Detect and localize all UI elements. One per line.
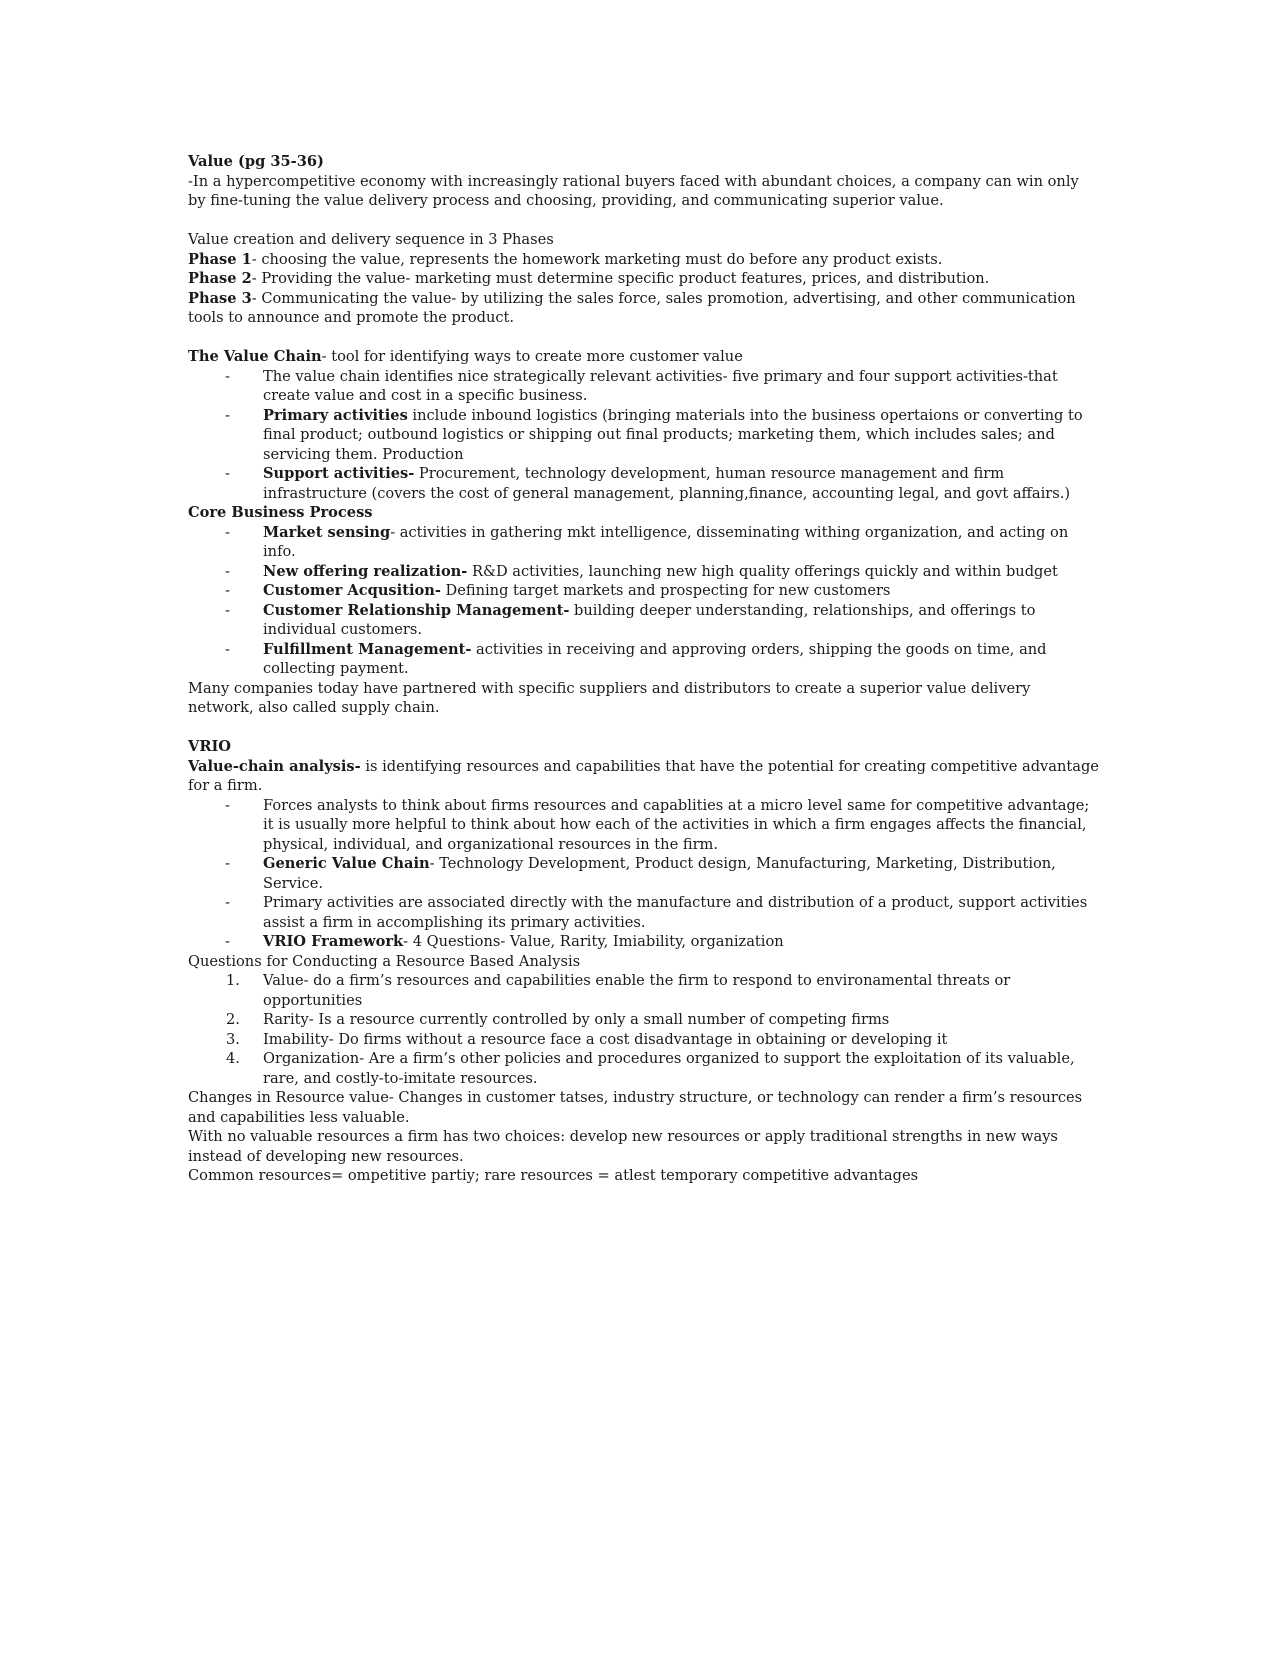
vrio-list bbox=[188, 796, 1100, 952]
list-item: - Primary activities include inbound logistics (bringing materials into the business opertaions or converting to final product; outbound logistics or shipping out final products; marketing them, which includes sales; and servicing them. Production bbox=[225, 406, 1083, 463]
list-item: - Market sensing- activities in gathering mkt intelligence, disseminating withing organization, and acting on info. bbox=[225, 523, 1069, 560]
value-chain-heading: The Value Chain- tool for identifying ways to create more customer value bbox=[188, 348, 743, 365]
list-item: - Customer Acqusition- Defining target markets and prospecting for new customers bbox=[225, 582, 891, 599]
phase-1: Phase 1- choosing the value, represents the homework marketing must do before any product exists. bbox=[188, 250, 943, 268]
phases-heading: Value creation and delivery sequence in 3 Phases bbox=[188, 231, 554, 248]
vrio-heading: VRIO bbox=[188, 738, 231, 755]
value-chain-list bbox=[188, 367, 1100, 504]
list-item: - Generic Value Chain- Technology Development, Product design, Manufacturing, Marketing, Distribution, Service. bbox=[225, 855, 1056, 892]
phase-3: Phase 3- Communicating the value- by utilizing the sales force, sales promotion, advertising, and other communication tools to announce and promote the product. bbox=[188, 289, 1076, 326]
list-item: - Support activities- Procurement, technology development, human resource management and firm infrastructure (covers the cost of general management, planning,finance, accounting legal, and govt affairs.) bbox=[225, 465, 1071, 502]
list-item: - The value chain identifies nice strategically relevant activities- five primary and four support activities-that create value and cost in a specific business. bbox=[225, 367, 1058, 404]
common-resources: Common resources= ompetitive partiy; rare resources = atlest temporary competitive advantages bbox=[188, 1167, 919, 1184]
phase-2: Phase 2- Providing the value- marketing must determine specific product features, prices, and distribution. bbox=[188, 270, 990, 287]
questions-list bbox=[188, 971, 1100, 1088]
questions-heading: Questions for Conducting a Resource Based Analysis bbox=[188, 952, 581, 970]
value-intro: -In a hypercompetitive economy with increasingly rational buyers faced with abundant choices, a company can win only by fine-tuning the value delivery process and choosing, providing, and communicating superior value. bbox=[188, 172, 1079, 209]
list-item: - Forces analysts to think about firms resources and capablities at a micro level same for competitive advantage; it is usually more helpful to think about how each of the activities in which a firm engages affects the financial, physical, individual, and organizational resources in the firm. bbox=[225, 796, 1090, 853]
list-item: 4. Organization- Are a firm’s other policies and procedures organized to support the exploitation of its valuable, rare, and costly-to-imitate resources. bbox=[226, 1050, 1075, 1087]
list-item: 1. Value- do a firm’s resources and capabilities enable the firm to respond to environamental threats or opportunities bbox=[226, 972, 1011, 1009]
resource-value-changes: Changes in Resource value- Changes in customer tatses, industry structure, or technology can render a firm’s resources and capabilities less valuable. bbox=[188, 1089, 1083, 1126]
list-item: - VRIO Framework- 4 Questions- Value, Rarity, Imiability, organization bbox=[225, 933, 784, 950]
supply-chain-note: Many companies today have partnered with specific suppliers and distributors to create a superior value delivery network, also called supply chain. bbox=[188, 679, 1031, 716]
core-process-heading: Core Business Process bbox=[188, 504, 373, 521]
list-item: - Fulfillment Management- activities in receiving and approving orders, shipping the goods on time, and collecting payment. bbox=[225, 640, 1047, 677]
core-process-list bbox=[188, 523, 1100, 679]
list-item: 2. Rarity- Is a resource currently controlled by only a small number of competing firms bbox=[226, 1011, 890, 1028]
list-item: - New offering realization- R&D activities, launching new high quality offerings quickly and within budget bbox=[225, 562, 1058, 580]
value-title: Value (pg 35-36) bbox=[188, 153, 324, 170]
document-page bbox=[188, 152, 1100, 1186]
no-valuable-resources: With no valuable resources a firm has two choices: develop new resources or apply traditional strengths in new ways instead of developing new resources. bbox=[188, 1128, 1058, 1165]
list-item: 3. Imability- Do firms without a resource face a cost disadvantage in obtaining or developing it bbox=[226, 1030, 948, 1048]
value-chain-analysis: Value-chain analysis- is identifying resources and capabilities that have the potential for creating competitive advantage for a firm. bbox=[188, 757, 1099, 794]
list-item: - Primary activities are associated directly with the manufacture and distribution of a product, support activities assist a firm in accomplishing its primary activities. bbox=[225, 894, 1088, 931]
list-item: - Customer Relationship Management- building deeper understanding, relationships, and offerings to individual customers. bbox=[225, 601, 1036, 638]
